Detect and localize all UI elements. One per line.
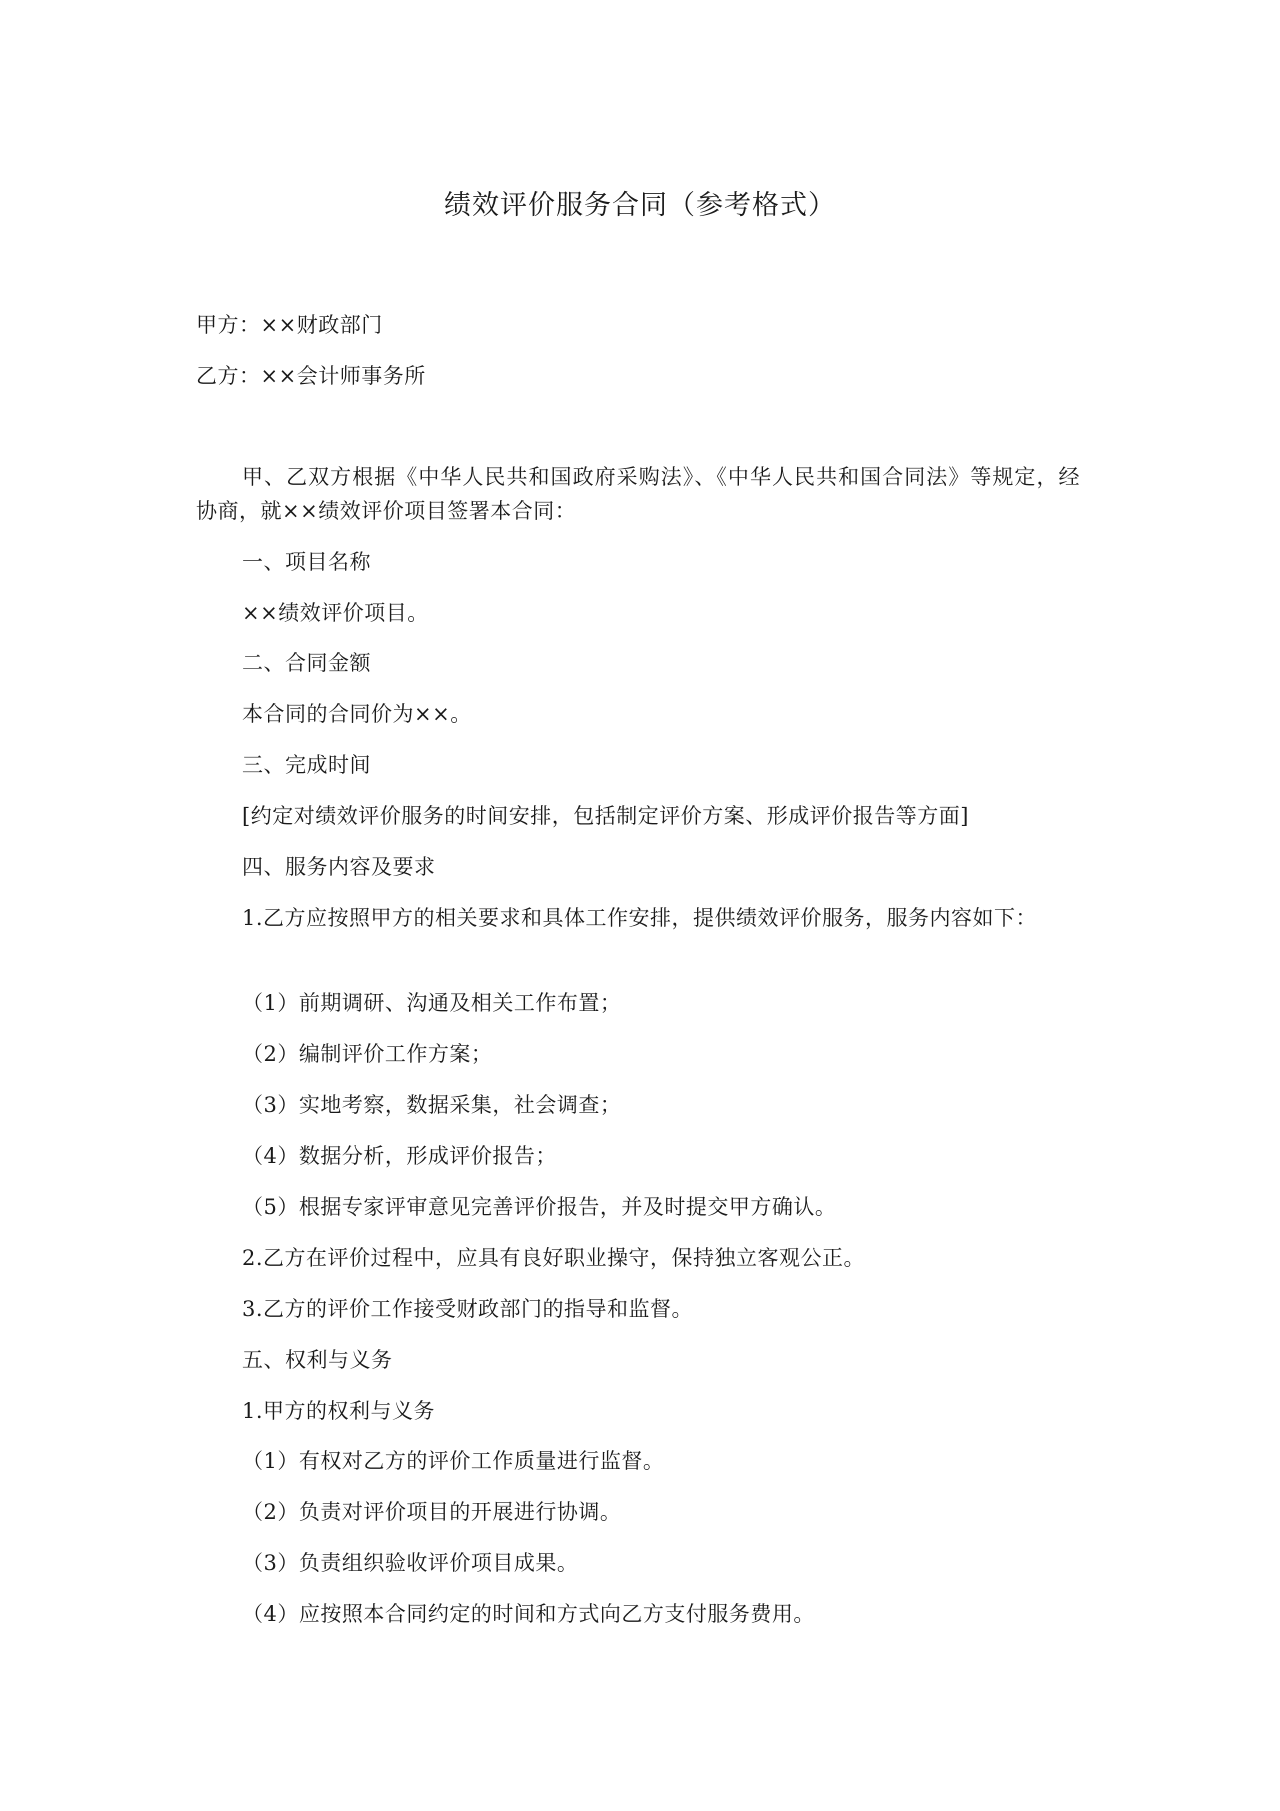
section-3-heading: 三、完成时间 <box>242 753 371 777</box>
section-4-sub-3: （3）实地考察，数据采集，社会调查； <box>242 1093 622 1117</box>
section-4-item-2: 2.乙方在评价过程中，应具有良好职业操守，保持独立客观公正。 <box>242 1246 866 1270</box>
document-title: 绩效评价服务合同（参考格式） <box>444 190 836 221</box>
section-4-sub-2: （2）编制评价工作方案； <box>242 1042 493 1066</box>
party-b: 乙方：××会计师事务所 <box>196 364 426 388</box>
party-a: 甲方：××财政部门 <box>196 313 383 337</box>
section-3-body: [约定对绩效评价服务的时间安排，包括制定评价方案、形成评价报告等方面] <box>242 804 969 828</box>
section-1-body: ××绩效评价项目。 <box>242 601 429 625</box>
section-4-item-1: 1.乙方应按照甲方的相关要求和具体工作安排，提供绩效评价服务，服务内容如下： <box>242 906 1038 930</box>
section-5-heading: 五、权利与义务 <box>242 1348 393 1372</box>
preamble-paragraph: 甲、乙双方根据《中华人民共和国政府采购法》、《中华人民共和国合同法》等规定，经协商，就××绩效评价项目签署本合同： <box>196 465 1080 523</box>
section-4-sub-5: （5）根据专家评审意见完善评价报告，并及时提交甲方确认。 <box>242 1195 837 1219</box>
section-4-sub-4: （4）数据分析，形成评价报告； <box>242 1144 557 1168</box>
section-4-item-3: 3.乙方的评价工作接受财政部门的指导和监督。 <box>242 1297 694 1321</box>
section-5-sub-2: （2）负责对评价项目的开展进行协调。 <box>242 1500 622 1524</box>
section-5-item-1: 1.甲方的权利与义务 <box>242 1399 436 1423</box>
section-2-body: 本合同的合同价为××。 <box>242 702 472 726</box>
section-1-heading: 一、项目名称 <box>242 550 371 574</box>
section-4-sub-1: （1）前期调研、沟通及相关工作布置； <box>242 991 622 1015</box>
section-5-sub-4: （4）应按照本合同约定的时间和方式向乙方支付服务费用。 <box>242 1602 815 1626</box>
section-5-sub-3: （3）负责组织验收评价项目成果。 <box>242 1551 579 1575</box>
section-2-heading: 二、合同金额 <box>242 651 371 675</box>
section-5-sub-1: （1）有权对乙方的评价工作质量进行监督。 <box>242 1449 665 1473</box>
section-4-heading: 四、服务内容及要求 <box>242 855 436 879</box>
